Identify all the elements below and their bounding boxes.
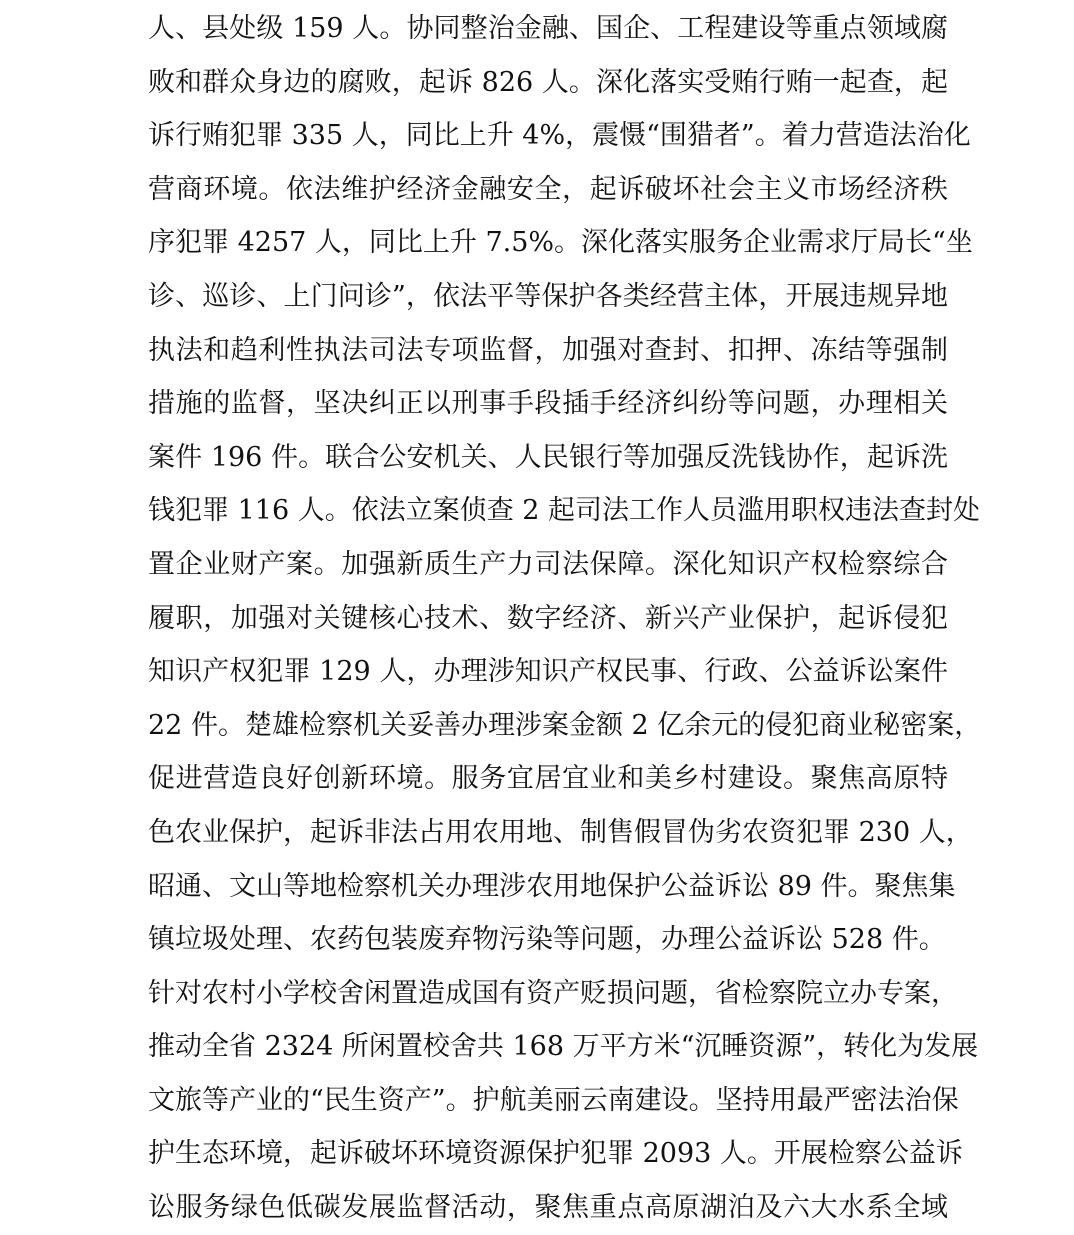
text-line: 钱犯罪 116 人。依法立案侦查 2 起司法工作人员滥用职权违法查封处 bbox=[148, 495, 981, 527]
text-line: 诊、巡诊、上门问诊”，依法平等保护各类经营主体，开展违规异地 bbox=[148, 280, 948, 312]
text-line: 镇垃圾处理、农药包装废弃物污染等问题，办理公益诉讼 528 件。 bbox=[148, 924, 946, 956]
text-line: 营商环境。依法维护经济金融安全，起诉破坏社会主义市场经济秩 bbox=[148, 173, 948, 205]
text-line: 置企业财产案。加强新质生产力司法保障。深化知识产权检察综合 bbox=[148, 548, 948, 580]
text-line: 昭通、文山等地检察机关办理涉农用地保护公益诉讼 89 件。聚焦集 bbox=[148, 870, 956, 902]
text-line: 序犯罪 4257 人，同比上升 7.5%。深化落实服务企业需求厅局长“坐 bbox=[148, 227, 973, 259]
text-line: 人、县处级 159 人。协同整治金融、国企、工程建设等重点领域腐 bbox=[148, 13, 948, 44]
text-line: 知识产权犯罪 129 人，办理涉知识产权民事、行政、公益诉讼案件 bbox=[148, 656, 948, 688]
text-line: 文旅等产业的“民生资产”。护航美丽云南建设。坚持用最严密法治保 bbox=[148, 1084, 959, 1116]
text-line: 色农业保护，起诉非法占用农用地、制售假冒伪劣农资犯罪 230 人， bbox=[148, 816, 973, 848]
text-line: 针对农村小学校舍闲置造成国有资产贬损问题，省检察院立办专案， bbox=[148, 977, 958, 1009]
text-line: 案件 196 件。联合公安机关、人民银行等加强反洗钱协作，起诉洗 bbox=[148, 441, 948, 473]
text-line: 22 件。楚雄检察机关妥善办理涉案金额 2 亿余元的侵犯商业秘密案， bbox=[148, 709, 982, 741]
text-line: 败和群众身边的腐败，起诉 826 人。深化落实受贿行贿一起查，起 bbox=[148, 66, 948, 98]
text-line: 诉行贿犯罪 335 人，同比上升 4%，震慑“围猎者”。着力营造法治化 bbox=[148, 120, 971, 152]
text-line: 促进营造良好创新环境。服务宜居宜业和美乡村建设。聚焦高原特 bbox=[148, 763, 948, 795]
text-line: 执法和趋利性执法司法专项监督，加强对查封、扣押、冻结等强制 bbox=[148, 334, 948, 366]
body-text bbox=[148, 2, 982, 1235]
text-line: 推动全省 2324 所闲置校舍共 168 万平方米“沉睡资源”，转化为发展 bbox=[148, 1031, 979, 1063]
text-line: 履职，加强对关键核心技术、数字经济、新兴产业保护，起诉侵犯 bbox=[148, 602, 948, 634]
text-line: 讼服务绿色低碳发展监督活动，聚焦重点高原湖泊及六大水系全域 bbox=[148, 1192, 948, 1224]
text-line: 护生态环境，起诉破坏环境资源保护犯罪 2093 人。开展检察公益诉 bbox=[148, 1138, 963, 1170]
text-line: 措施的监督，坚决纠正以刑事手段插手经济纠纷等问题，办理相关 bbox=[148, 388, 948, 420]
